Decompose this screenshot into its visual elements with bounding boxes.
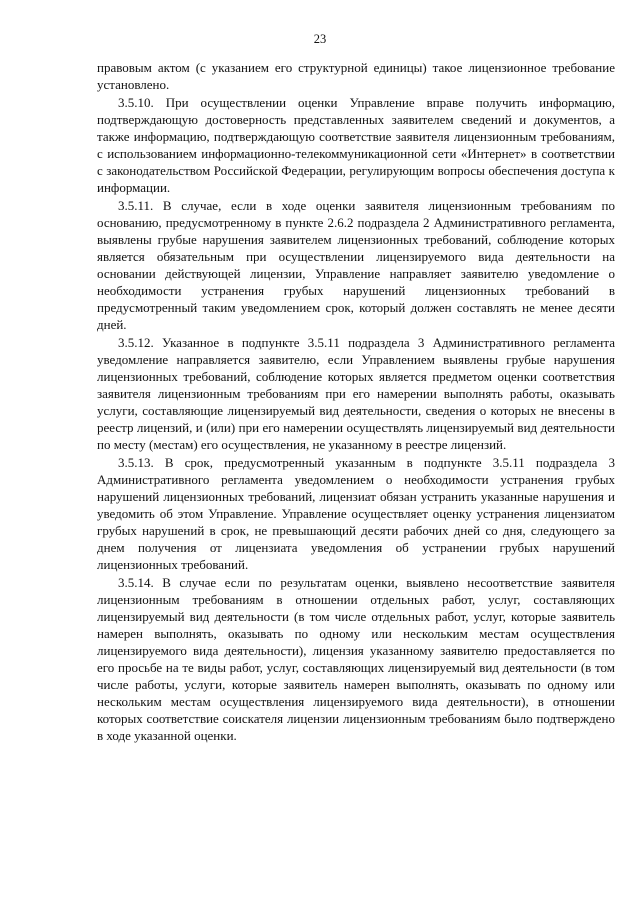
page-number: 23 bbox=[313, 32, 327, 46]
paragraph-3-5-10: 3.5.10. При осуществлении оценки Управление вправе получить информацию, подтверждающую достоверность представленных заявителем сведений и документов, а также информацию, подтверждающую соответствие заявителя лицензионным требованиям, с использованием информационно-телекоммуникационной сети «Интернет» в соответствии с законодательством Российской Федерации, регулирующим вопросы обеспечения доступа к информации. bbox=[97, 95, 615, 195]
paragraph-continuation: правовым актом (с указанием его структурной единицы) такое лицензионное требование установлено. bbox=[97, 60, 615, 92]
document-body bbox=[97, 59, 615, 744]
paragraph-3-5-13: 3.5.13. В срок, предусмотренный указанным в подпункте 3.5.11 подраздела 3 Административного регламента уведомлением о необходимости устранения грубых нарушений лицензионных требований, лицензиат обязан устранить указанные нарушения и уведомить об этом Управление. Управление осуществляет оценку устранения лицензиатом грубых нарушений в срок, не превышающий десяти рабочих дней со дня, следующего за днем получения от лицензиата уведомления об устранении грубых нарушений лицензионных требований. bbox=[97, 455, 615, 572]
paragraph-3-5-11: 3.5.11. В случае, если в ходе оценки заявителя лицензионным требованиям по основанию, предусмотренному в пункте 2.6.2 подраздела 2 Административного регламента, выявлены грубые нарушения заявителем лицензионных требований, соблюдение которых является обязательным при осуществлении лицензируемого вида деятельности на основании действующей лицензии, Управление направляет заявителю уведомление о необходимости устранения грубых нарушений лицензионных требований в предусмотренный таким уведомлением срок, который должен составлять не менее десяти дней. bbox=[97, 198, 615, 332]
paragraph-3-5-14: 3.5.14. В случае если по результатам оценки, выявлено несоответствие заявителя лицензионным требованиям в отношении отдельных работ, услуг, составляющих лицензируемый вид деятельности (в том числе отдельных работ, услуг, которые заявитель намерен выполнять, оказывать по одному или нескольким местам осуществления лицензируемого вида деятельности), лицензия указанному заявителю предоставляется по его просьбе на те виды работ, услуг, составляющих лицензируемый вид деятельности (в том числе работы, услуги, которые заявитель намерен выполнять, оказывать по одному или нескольким местам осуществления лицензируемого вида деятельности), в отношении которых соответствие соискателя лицензии лицензионным требованиям было подтверждено в ходе указанной оценки. bbox=[97, 575, 615, 743]
paragraph-3-5-12: 3.5.12. Указанное в подпункте 3.5.11 подраздела 3 Административного регламента уведомление направляется заявителю, если Управлением выявлены грубые нарушения лицензионных требований, соблюдение которых является предметом оценки соответствия заявителя лицензионным требованиям при его намерении выполнять работы, оказывать услуги, составляющие лицензируемый вид деятельности, сведения о которых не внесены в реестр лицензий, и (или) при его намерении осуществлять лицензируемый вид деятельности по месту (местам) его осуществления, не указанному в реестре лицензий. bbox=[97, 335, 615, 452]
